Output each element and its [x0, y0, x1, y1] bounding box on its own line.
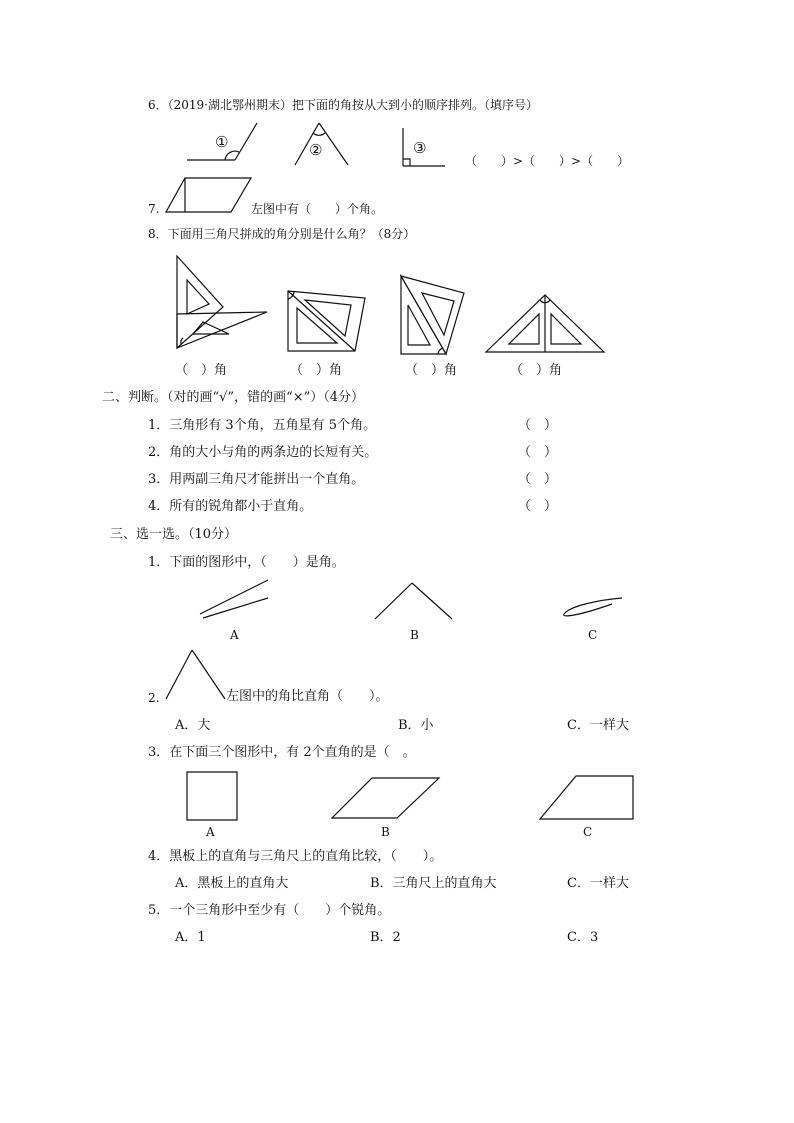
q7-parallelogram	[163, 175, 253, 215]
part3-q3-figure-a-square	[185, 770, 239, 822]
part3-q1-text: 1．下面的图形中，（ ）是角。	[148, 555, 345, 570]
part3-q4-text: 4．黑板上的直角与三角尺上的直角比较，（ ）。	[148, 849, 443, 864]
part3-q5-text: 5．一个三角形中至少有（ ）个锐角。	[148, 903, 391, 918]
part2-item-2: 2．角的大小与角的两条边的长短有关。	[148, 445, 378, 460]
part3-q2-angle	[163, 647, 229, 703]
q8-blank-2: （ ）角	[290, 363, 343, 378]
q6-angle-1	[185, 120, 260, 165]
part2-title: 二、判断。（对的画“√”，错的画“×”）（4分）	[102, 390, 365, 405]
part3-q4-option-c: C．一样大	[567, 876, 629, 891]
part3-q1-figure-c	[558, 594, 624, 620]
part2-item-2-blank: （ ）	[518, 445, 558, 460]
q8-blank-3: （ ）角	[405, 363, 458, 378]
part3-q5-option-b: B．2	[370, 930, 401, 945]
part2-item-3: 3．用两副三角尺才能拼出一个直角。	[148, 472, 365, 487]
q6-answer-blanks: （ ）>（ ）>（ ）	[465, 154, 630, 168]
part3-q1-figure-b	[372, 580, 456, 622]
part3-q2-option-b: B．小	[398, 718, 434, 733]
part3-q5-option-a: A．1	[175, 930, 206, 945]
part3-q3-text: 3．在下面三个图形中，有 2个直角的是（ 。	[148, 745, 416, 760]
q6-label-3: ③	[413, 139, 427, 157]
part3-q3-label-b: B	[381, 825, 390, 839]
q6-label-2: ②	[309, 141, 323, 159]
part3-q2-option-c: C．一样大	[567, 718, 629, 733]
part3-title: 三、选一选。（10分）	[110, 527, 238, 542]
part3-q2-number: 2.	[148, 691, 160, 705]
q8-figure-2	[285, 288, 367, 354]
part3-q4-option-b: B．三角尺上的直角大	[370, 876, 497, 891]
part2-item-4: 4．所有的锐角都小于直角。	[148, 499, 313, 514]
q8-text: 8．下面用三角尺拼成的角分别是什么角？（8分）	[148, 227, 416, 241]
part3-q2-option-a: A．大	[175, 718, 211, 733]
part3-q1-label-c: C	[588, 628, 598, 642]
q6-angle-2	[292, 120, 352, 168]
q6-label-1: ①	[215, 133, 229, 151]
part3-q3-figure-b-parallelogram	[330, 775, 442, 821]
q8-figure-3	[398, 273, 468, 357]
part3-q3-figure-c-trapezoid	[538, 773, 636, 821]
q6-text: 6．（2019·湖北鄂州期末）把下面的角按从大到小的顺序排列。（填序号）	[148, 98, 538, 112]
part3-q1-figure-a	[195, 576, 275, 620]
q6-angle-3	[400, 125, 448, 170]
part3-q1-label-b: B	[410, 628, 419, 642]
part3-q1-label-a: A	[230, 628, 239, 642]
part3-q3-label-c: C	[583, 825, 593, 839]
q8-blank-1: （ ）角	[175, 363, 228, 378]
part2-item-1: 1．三角形有 3个角，五角星有 5个角。	[148, 418, 377, 433]
part2-item-1-blank: （ ）	[518, 418, 558, 433]
part3-q2-text: 左图中的角比直角（ ）。	[226, 689, 389, 704]
q8-figure-4	[483, 292, 607, 356]
q8-figure-1	[173, 252, 273, 352]
part2-item-4-blank: （ ）	[518, 499, 558, 514]
q7-text: 左图中有（ ）个角。	[251, 202, 384, 216]
part2-item-3-blank: （ ）	[518, 472, 558, 487]
q8-blank-4: （ ）角	[510, 363, 563, 378]
part3-q5-option-c: C．3	[567, 930, 599, 945]
q7-number: 7.	[148, 202, 160, 216]
part3-q4-option-a: A．黑板上的直角大	[175, 876, 289, 891]
part3-q3-label-a: A	[206, 825, 215, 839]
